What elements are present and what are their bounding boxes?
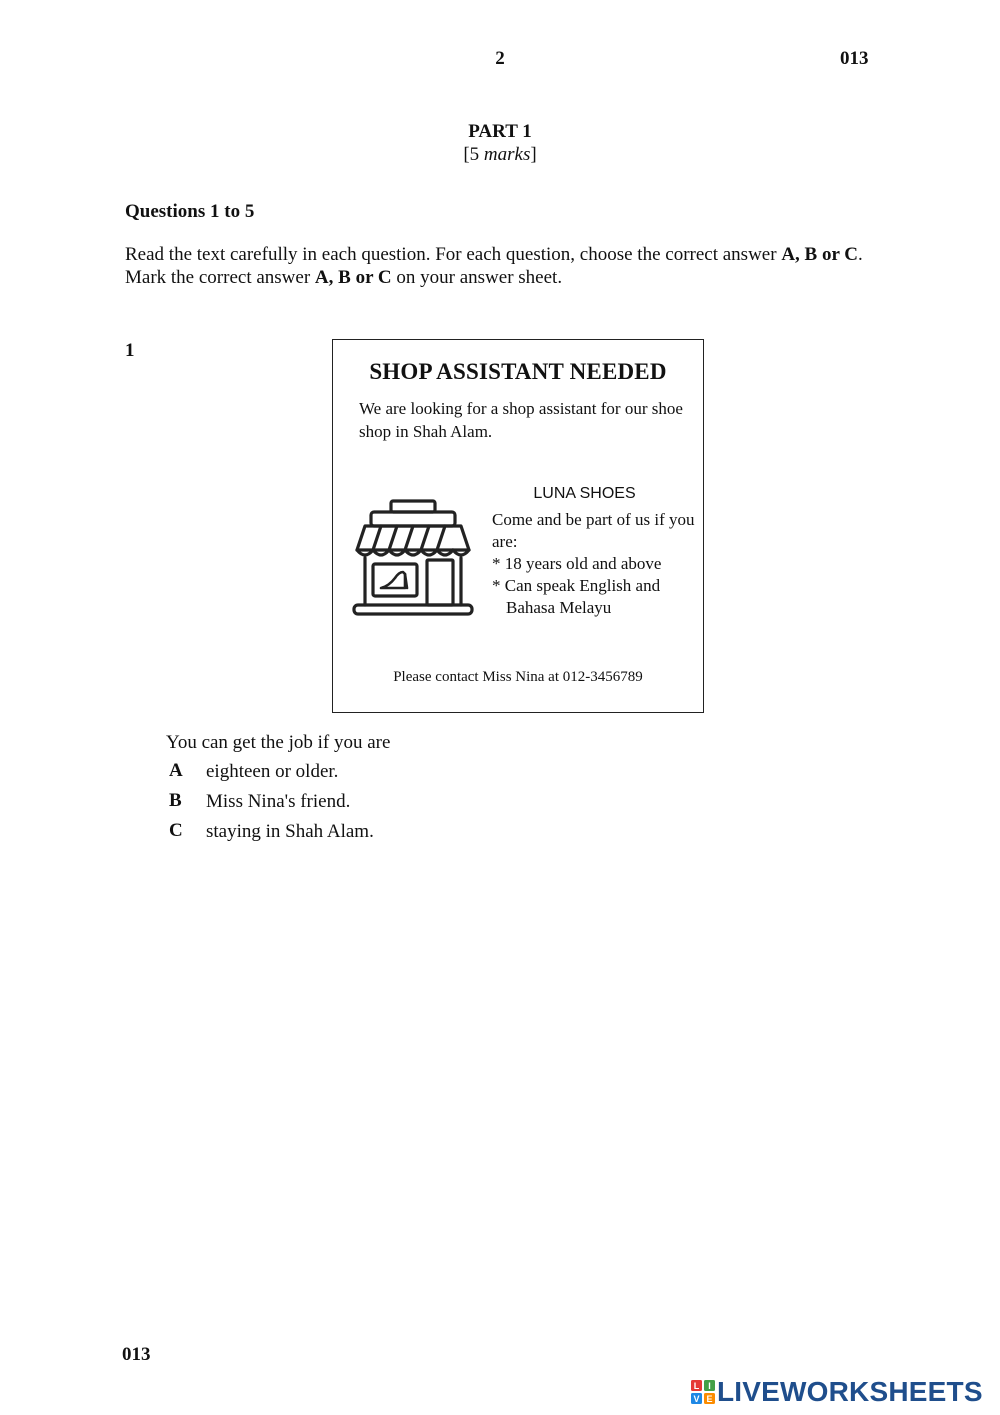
question-number: 1 xyxy=(125,340,135,361)
option-text: eighteen or older. xyxy=(206,761,339,782)
requirement-language: * Can speak English and Bahasa Melayu xyxy=(492,576,661,617)
option-letter: A xyxy=(169,760,183,781)
logo-letter-i: I xyxy=(708,1380,711,1391)
instructions xyxy=(125,243,870,289)
logo-letter-v: V xyxy=(693,1393,700,1404)
option-text: staying in Shah Alam. xyxy=(206,821,374,842)
contact-line: Please contact Miss Nina at 012-3456789 xyxy=(393,669,643,685)
liveworksheets-logo-icon xyxy=(691,1380,715,1404)
instructions-bold-1: A, B or C xyxy=(781,244,859,265)
questions-heading: Questions 1 to 5 xyxy=(125,201,255,222)
instructions-text-1: Read the text carefully in each question. For each question, choose the correct answer xyxy=(125,244,782,265)
paper-code-footer: 013 xyxy=(122,1344,151,1365)
option-letter: B xyxy=(169,790,182,811)
shoe-shop-icon xyxy=(351,498,476,618)
requirement-age: * 18 years old and above xyxy=(492,554,662,573)
part-title: PART 1 xyxy=(468,121,532,142)
logo-letter-l: L xyxy=(693,1380,700,1391)
marks-word: marks xyxy=(483,144,531,165)
brand-name: LIVEWORKSHEETS xyxy=(717,1376,983,1407)
shop-name: LUNA SHOES xyxy=(533,485,636,502)
instructions-bold-2: A, B or C xyxy=(314,267,392,288)
instructions-text-3: on your answer sheet. xyxy=(391,267,563,288)
option-text: Miss Nina's friend. xyxy=(206,791,351,812)
requirements-lead: Come and be part of us if you are: xyxy=(492,510,695,551)
logo-letter-e: E xyxy=(706,1393,713,1404)
marks-close: ] xyxy=(530,144,537,165)
question-stem: You can get the job if you are xyxy=(166,732,391,753)
marks-open: [5 xyxy=(463,144,484,165)
part-marks xyxy=(0,144,1000,166)
page-number: 2 xyxy=(495,48,505,69)
job-notice xyxy=(332,339,704,713)
instructions-text-2: . Mark the correct answer xyxy=(125,244,863,288)
paper-code-header: 013 xyxy=(840,48,869,69)
shop-requirements xyxy=(492,509,697,619)
notice-title: SHOP ASSISTANT NEEDED xyxy=(369,359,667,384)
option-letter: C xyxy=(169,820,183,841)
liveworksheets-brand[interactable] xyxy=(691,1376,983,1408)
notice-intro: We are looking for a shop assistant for our shoe shop in Shah Alam. xyxy=(359,399,683,441)
